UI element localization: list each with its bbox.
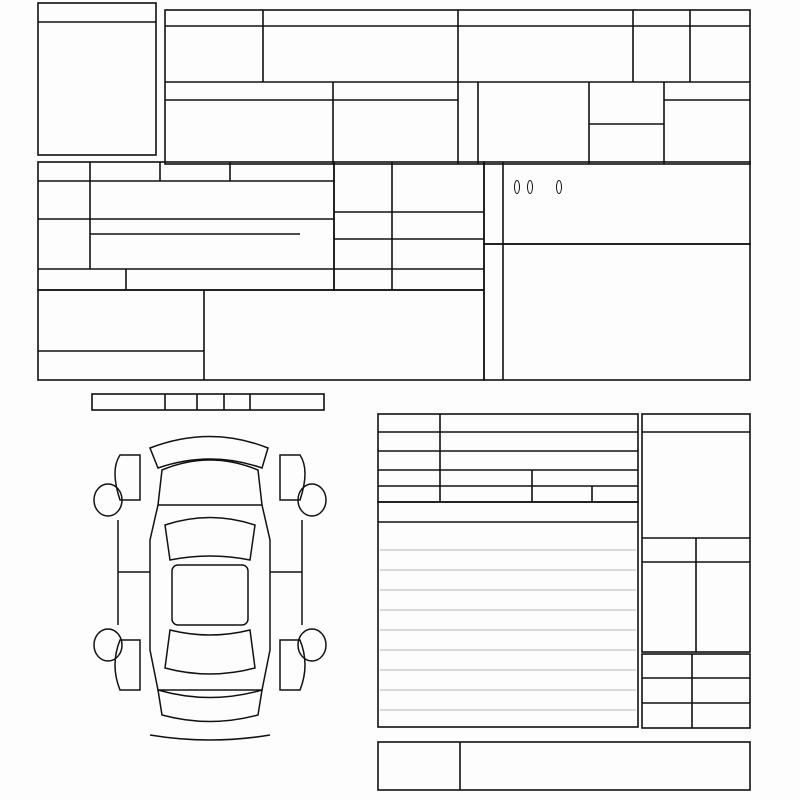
- equipment-row-2: [522, 204, 559, 216]
- equip-ab: [556, 180, 562, 194]
- equip-pw: [527, 180, 533, 194]
- equipment-row-1: [514, 181, 562, 193]
- car-diagram: [94, 437, 326, 741]
- equipment-row-3: [528, 225, 541, 237]
- equip-ps: [514, 180, 520, 194]
